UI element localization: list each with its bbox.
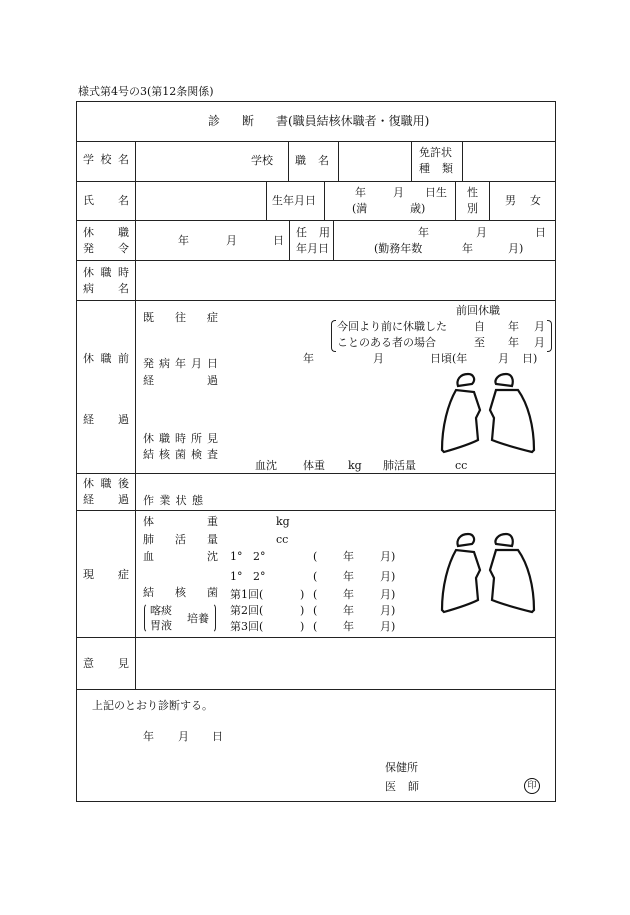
tb-test-label: 結 核 菌 検 査	[143, 448, 218, 461]
onset-label: 発 病 年 月 日	[143, 357, 218, 370]
title-subtitle: (職員結核休職者・復職用)	[288, 114, 430, 128]
sex-label: 別	[467, 202, 478, 215]
leave-day: 日	[273, 234, 284, 247]
gastric-label: 胃液	[150, 619, 172, 632]
vital-capacity-unit: cc	[455, 459, 468, 472]
disease-field[interactable]	[137, 262, 554, 298]
round-2-label: 第2回(	[230, 604, 264, 617]
title-char: 書	[276, 114, 289, 128]
onset-year: 年	[303, 352, 314, 365]
round-3-close: )	[300, 620, 305, 633]
current-vital-unit: cc	[276, 533, 289, 546]
sputum-label: 喀痰	[150, 604, 172, 617]
prev-to-year: 年	[508, 336, 519, 349]
culture-label: 培養	[187, 612, 209, 625]
bracket-left	[331, 320, 336, 352]
footer-month: 月	[178, 730, 189, 743]
current-weight-label: 体 重	[143, 515, 218, 528]
esr-year: 年	[343, 550, 354, 563]
form-id: 様式第4号の3(第12条関係)	[78, 85, 214, 98]
prev-leave-line1: 今回より前に休職した	[337, 320, 447, 333]
current-weight-unit: kg	[276, 515, 290, 528]
current-vital-label: 肺 活 量	[143, 533, 218, 546]
prev-to: 至	[474, 336, 485, 349]
current-label: 現 症	[83, 568, 129, 581]
leave-month: 月	[226, 234, 237, 247]
prev-from: 自	[474, 320, 485, 333]
dob-month: 月	[393, 186, 404, 199]
history-label: 経 過	[83, 413, 129, 426]
onset-approx: 日頃(年	[430, 352, 468, 365]
after-label: 経 過	[83, 493, 129, 506]
prev-to-month: 月	[534, 336, 545, 349]
esr-2h: 2°	[253, 570, 266, 583]
bracket-right	[547, 320, 552, 352]
dob-day: 日生	[425, 186, 447, 199]
weight-unit: kg	[348, 459, 362, 472]
title-char: 診	[208, 114, 221, 128]
health-center-label: 保健所	[385, 761, 418, 774]
round-1-month: 月)	[380, 588, 396, 601]
esr-paren: (	[313, 550, 318, 563]
round-1-year: 年	[343, 588, 354, 601]
job-field[interactable]	[340, 143, 410, 179]
onset-month2: 月	[498, 352, 509, 365]
esr-1h: 1°	[230, 570, 243, 583]
license-label: 免許状	[419, 146, 452, 159]
lung-diagram-icon	[440, 530, 540, 620]
round-2-paren: (	[313, 604, 318, 617]
round-3-paren: (	[313, 620, 318, 633]
appoint-year: 年	[418, 226, 429, 239]
round-3-label: 第3回(	[230, 620, 264, 633]
title-char: 断	[242, 114, 255, 128]
license-field[interactable]	[464, 143, 554, 179]
prev-from-year: 年	[508, 320, 519, 333]
appoint-month: 月	[476, 226, 487, 239]
appoint-label: 年月日	[296, 242, 329, 255]
round-1-paren: (	[313, 588, 318, 601]
dob-age-close: 歳)	[410, 202, 426, 215]
disease-label: 休 職 時	[83, 266, 129, 279]
leave-year: 年	[178, 234, 189, 247]
footer-year: 年	[143, 730, 154, 743]
service-year: 年	[462, 242, 473, 255]
sex-male[interactable]: 男	[505, 194, 516, 207]
course-label: 経 過	[143, 374, 218, 387]
history-label: 休 職 前	[83, 352, 129, 365]
round-3-month: 月)	[380, 620, 396, 633]
service-month: 月)	[508, 242, 524, 255]
prev-leave-line2: ことのある者の場合	[337, 336, 436, 349]
findings-label: 休 職 時 所 見	[143, 432, 218, 445]
school-name-label: 学 校 名	[83, 153, 129, 166]
weight-label: 体重	[303, 459, 325, 472]
esr-2h: 2°	[253, 550, 266, 563]
onset-month: 月	[373, 352, 384, 365]
footer-day: 日	[212, 730, 223, 743]
dob-label: 生年月日	[272, 194, 316, 207]
sex-label: 性	[467, 186, 478, 199]
name-field[interactable]	[137, 183, 264, 218]
leave-label: 発 令	[83, 242, 129, 255]
seal-icon: 印	[524, 778, 540, 794]
statement: 上記のとおり診断する。	[92, 699, 213, 712]
sex-female[interactable]: 女	[530, 194, 541, 207]
esr-1h: 1°	[230, 550, 243, 563]
opinion-label: 意 見	[83, 657, 129, 670]
past-illness-label: 既 往 症	[143, 311, 218, 324]
disease-label: 病 名	[83, 282, 129, 295]
round-1-close: )	[300, 588, 305, 601]
appoint-label: 任 用	[296, 226, 330, 239]
dob-age-open: (満	[352, 202, 368, 215]
name-label: 氏 名	[83, 194, 129, 207]
bacilli-label: 結 核 菌	[143, 586, 218, 599]
round-1-label: 第1回(	[230, 588, 264, 601]
service-open: (勤務年数	[374, 242, 423, 255]
round-2-year: 年	[343, 604, 354, 617]
leave-label: 休 職	[83, 226, 129, 239]
work-status-label: 作 業 状 態	[143, 494, 203, 507]
job-label: 職 名	[295, 154, 329, 167]
round-2-close: )	[300, 604, 305, 617]
esr-label: 血沈	[255, 459, 277, 472]
appoint-day: 日	[535, 226, 546, 239]
esr-month: 月)	[380, 550, 396, 563]
license-type-label: 種 類	[419, 162, 453, 175]
prev-from-month: 月	[534, 320, 545, 333]
esr-month: 月)	[380, 570, 396, 583]
opinion-field[interactable]	[137, 639, 554, 687]
vital-capacity-label: 肺活量	[383, 459, 416, 472]
onset-day2: 日)	[522, 352, 538, 365]
round-2-month: 月)	[380, 604, 396, 617]
dob-year: 年	[355, 186, 366, 199]
esr-paren: (	[313, 570, 318, 583]
school-suffix: 学校	[251, 154, 273, 167]
lung-diagram-icon	[440, 370, 540, 460]
round-3-year: 年	[343, 620, 354, 633]
esr-year: 年	[343, 570, 354, 583]
prev-leave-title: 前回休職	[456, 304, 500, 317]
after-label: 休 職 後	[83, 477, 129, 490]
current-esr-label: 血 沈	[143, 550, 218, 563]
doctor-label: 医 師	[385, 780, 419, 793]
school-name-field[interactable]	[137, 143, 247, 179]
